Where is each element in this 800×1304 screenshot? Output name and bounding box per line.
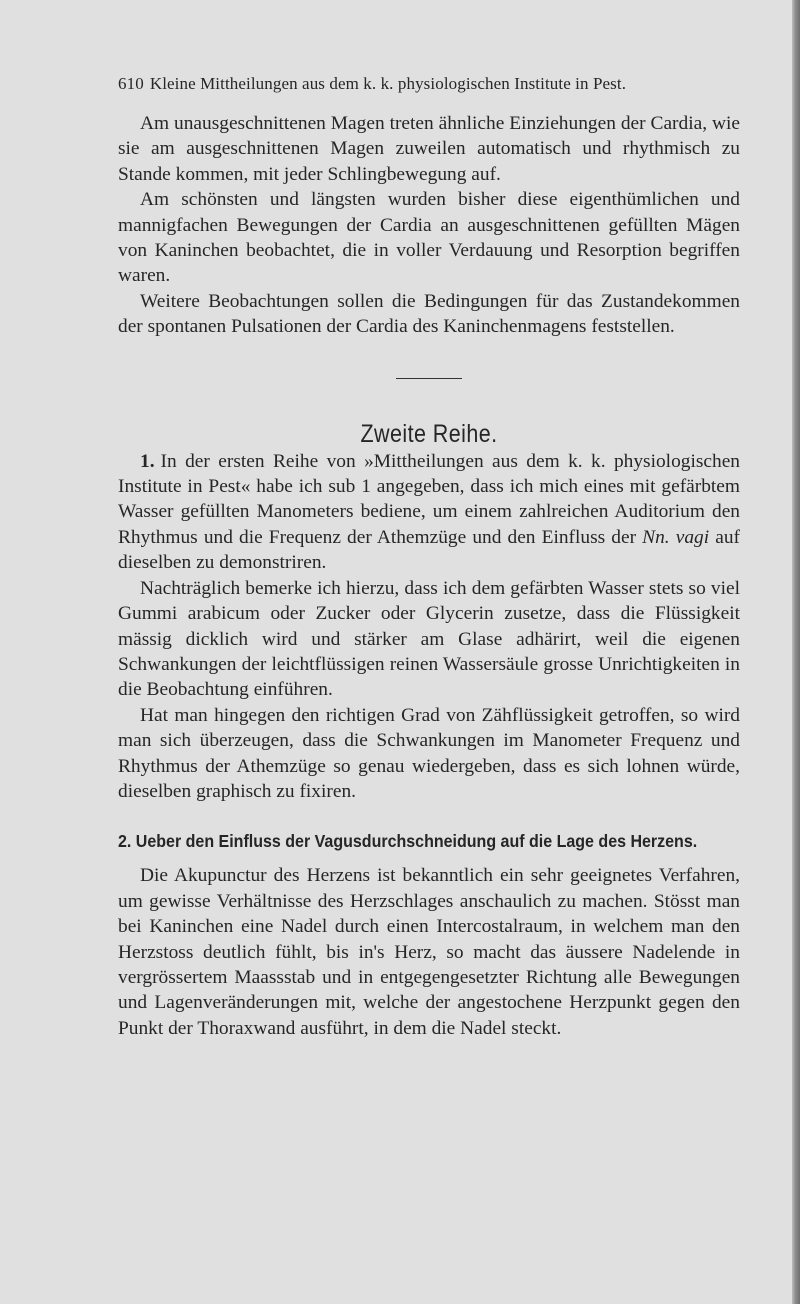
section-heading: Zweite Reihe. bbox=[360, 419, 498, 448]
paragraph-cardia-bewegungen: Am schönsten und längsten wurden bisher diese eigenthümlichen und mannigfachen Bewegungen der Cardia an ausgeschnittenen gefüllten Mägen von Kaninchen beobachtet, die in voller Verdauung und Resorption begriffen waren. bbox=[118, 189, 740, 287]
running-head bbox=[118, 74, 758, 94]
paragraph-weitere-beobachtungen: Weitere Beobachtungen sollen die Bedingungen für das Zustandekommen der spontanen Pulsationen der Cardia des Kaninchenmagens feststellen. bbox=[118, 290, 740, 338]
item-1-paragraph-3: Hat man hingegen den richtigen Grad von Zähflüssigkeit getroffen, so wird man sich überzeugen, dass die Schwankungen im Manometer Frequenz und Rhythmus der Athemzüge so genau wiedergeben, dass es sich lohnen würde, dieselben graphisch zu fixiren. bbox=[118, 704, 740, 802]
page-edge-shadow bbox=[792, 0, 800, 1304]
section-divider bbox=[396, 378, 462, 379]
body-text bbox=[118, 111, 740, 1041]
item-1-italic-term: Nn. vagi bbox=[642, 526, 710, 548]
page-number: 610 bbox=[118, 74, 144, 93]
item-1-paragraph bbox=[118, 449, 740, 576]
item-1-number: 1. bbox=[140, 450, 155, 472]
item-2-heading: 2. Ueber den Einfluss der Vagusdurchschneidung auf die Lage des Herzens. bbox=[118, 831, 698, 852]
item-1-text-after: auf dieselben zu demonstriren. bbox=[118, 526, 740, 574]
item-1-paragraph-2: Nachträglich bemerke ich hierzu, dass ich dem gefärbten Wasser stets so viel Gummi arabicum oder Zucker oder Glycerin zusetze, dass die Flüssigkeit mässig dicklich wird und stärker am Glase adhärirt, weil die eigenen Schwankungen der leichtflüssigen reinen Wassersäule grosse Unrichtigkeiten in die Beobachtung einführen. bbox=[118, 577, 740, 701]
paragraph-cardia-einziehungen: Am unausgeschnittenen Magen treten ähnliche Einziehungen der Cardia, wie sie am ausgeschnittenen Magen zuweilen automatisch und rhythmisch zu Stande kommen, mit jeder Schlingbewegung auf. bbox=[118, 113, 740, 185]
item-1-text-before: In der ersten Reihe von »Mittheilungen aus dem k. k. physiologischen Institute in Pest« habe ich sub 1 angegeben, dass ich mich eines mit gefärbtem Wasser gefüllten Manometers bediene, um einem zahlreichen Auditorium den Rhythmus und die Frequenz der Athemzüge und den Einfluss der bbox=[118, 450, 740, 548]
running-head-title: Kleine Mittheilungen aus dem k. k. physiologischen Institute in Pest. bbox=[149, 74, 627, 93]
item-2-paragraph: Die Akupunctur des Herzens ist bekanntlich ein sehr geeignetes Verfahren, um gewisse Verhältnisse des Herzschlages anschaulich zu machen. Stösst man bei Kaninchen eine Nadel durch einen Intercostalraum, in welchem man den Herzstoss deutlich fühlt, bis in's Herz, so macht das äussere Nadelende in vergrössertem Maassstab und in entgegengesetzter Richtung alle Bewegungen und Lagenveränderungen mit, welche der angestochene Herzpunkt gegen den Punkt der Thoraxwand ausführt, in dem die Nadel steckt. bbox=[118, 865, 740, 1039]
